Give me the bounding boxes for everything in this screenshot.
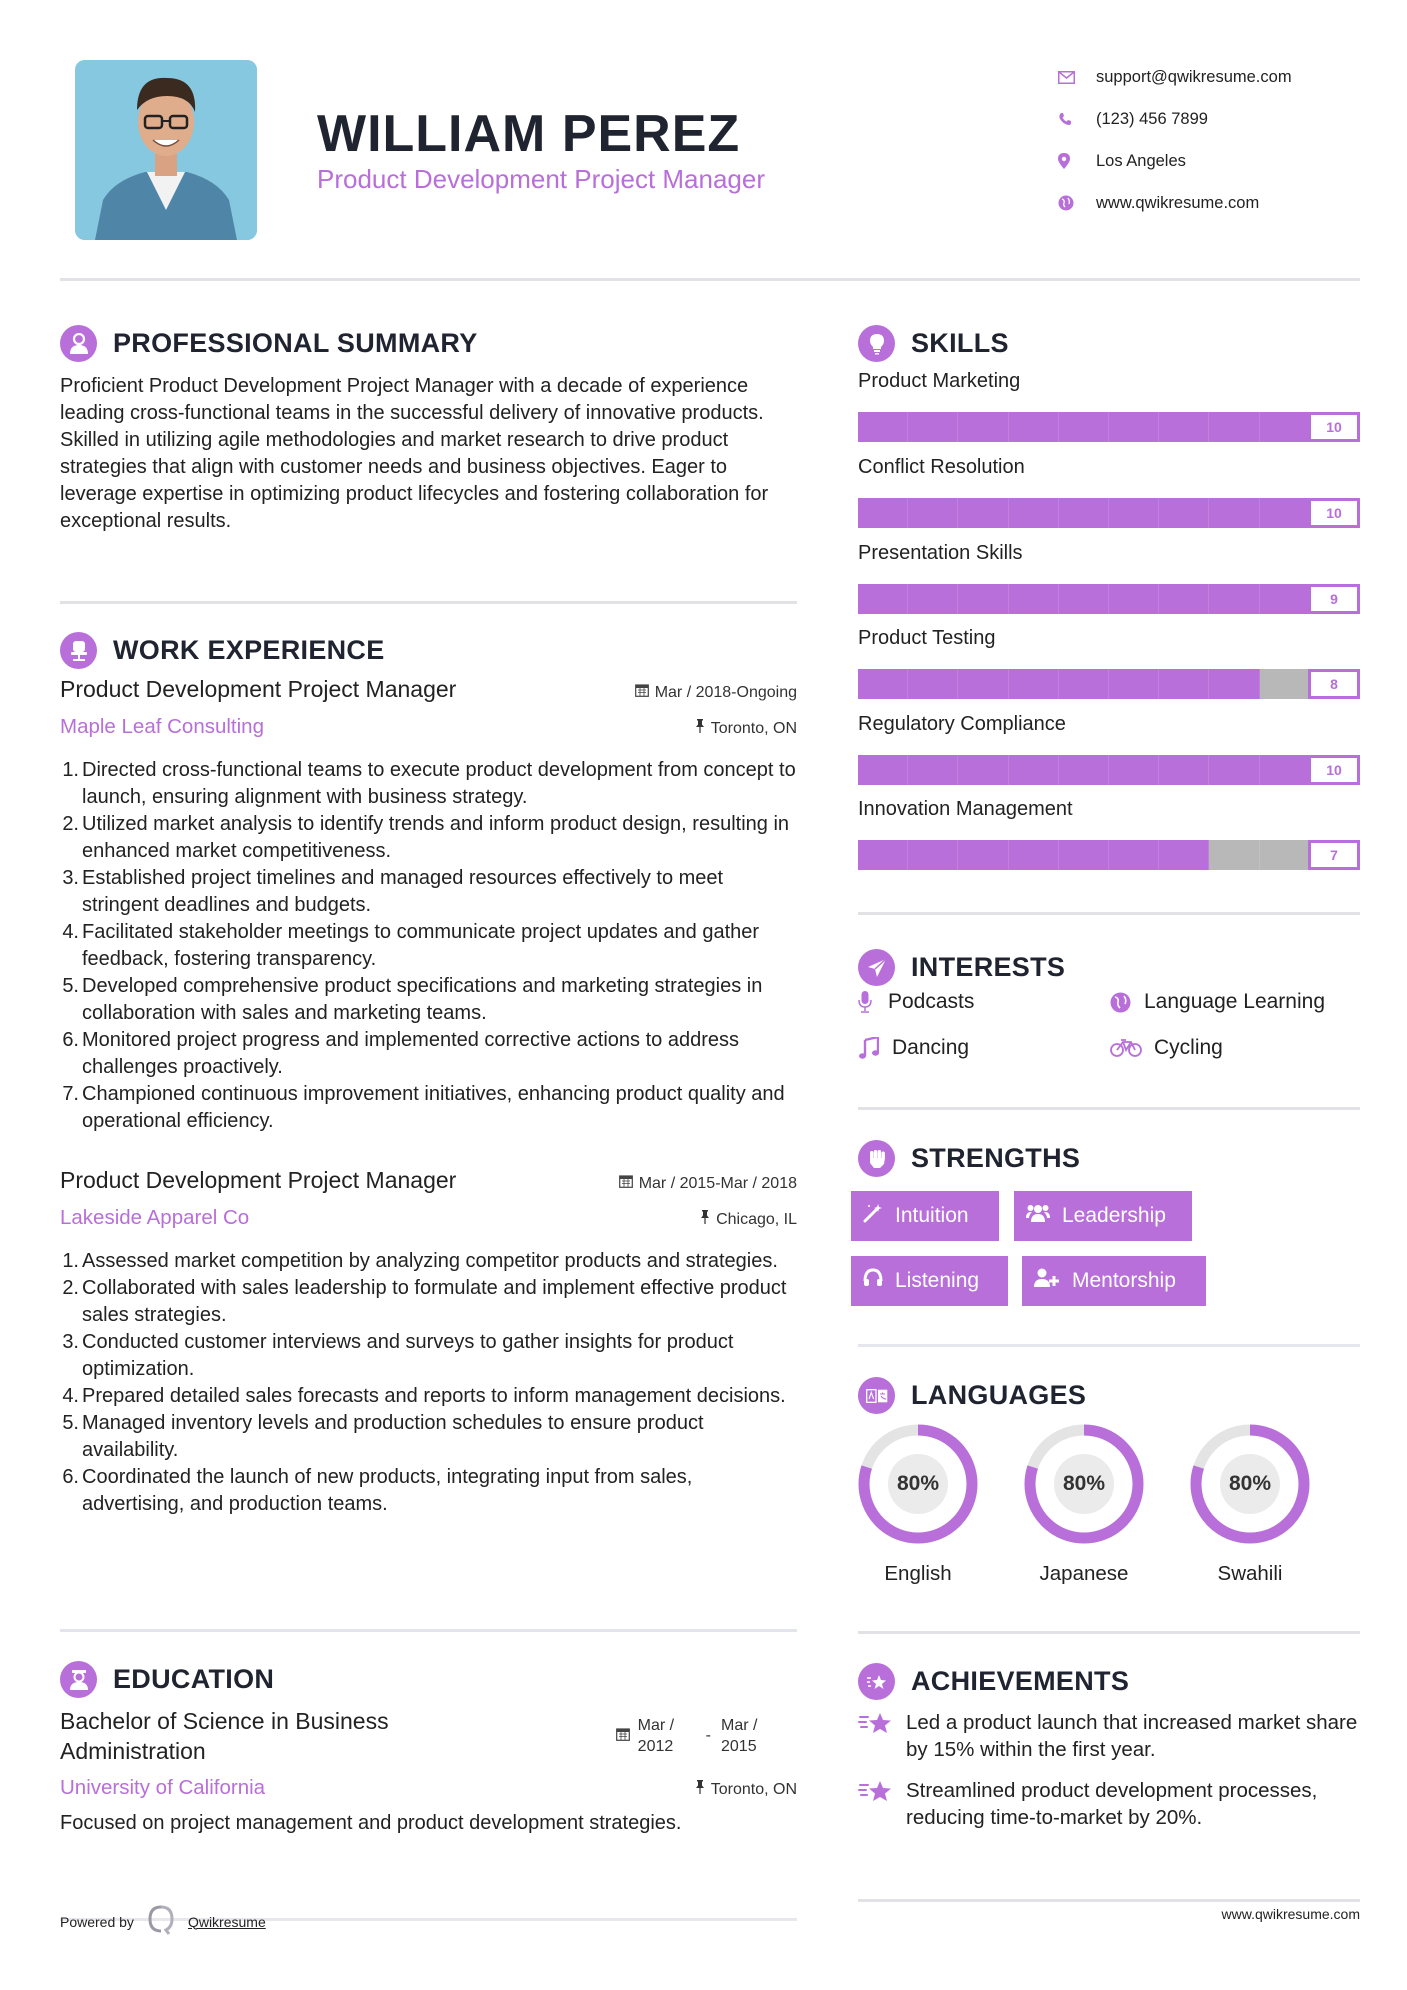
skill-bar-segment	[958, 584, 1008, 614]
skill-score: 7	[1308, 840, 1360, 870]
skill-bar-segment	[1009, 755, 1059, 785]
skill-bar-segment	[1059, 498, 1109, 528]
education-entry	[60, 1706, 797, 1837]
skill-score: 10	[1308, 498, 1360, 528]
skill-label: Conflict Resolution	[858, 456, 1025, 478]
language-item	[1190, 1424, 1310, 1586]
skill-item	[858, 370, 1360, 442]
profile-photo	[75, 60, 257, 240]
education-description: Focused on project management and product development strategies.	[60, 1812, 682, 1834]
strengths-divider	[858, 1344, 1360, 1347]
skill-bar-segment	[1059, 669, 1109, 699]
skill-bar-segment	[958, 498, 1008, 528]
skill-bar-segment	[1209, 669, 1259, 699]
paper-plane-icon	[858, 949, 895, 986]
music-note-icon	[858, 1037, 892, 1059]
skill-bar-segment	[1260, 498, 1310, 528]
skill-bar-segment	[1159, 755, 1209, 785]
languages-divider	[858, 1631, 1360, 1634]
languages-heading: LANGUAGES	[911, 1380, 1087, 1410]
skill-bar-segment	[1059, 840, 1109, 870]
skill-bar-segment	[1109, 840, 1159, 870]
interest-dancing: Dancing	[858, 1036, 969, 1060]
star-medal-icon	[858, 1663, 895, 1700]
skill-item	[858, 456, 1360, 528]
skill-bar-segment	[908, 840, 958, 870]
calendar-icon	[635, 683, 649, 702]
skill-bar-segment	[908, 498, 958, 528]
skill-bar-segment	[1260, 755, 1310, 785]
summary-heading: PROFESSIONAL SUMMARY	[113, 328, 478, 358]
skill-bar-segment	[858, 498, 908, 528]
job-entry	[60, 1167, 797, 1518]
school-name: University of California	[60, 1776, 266, 1799]
phone-icon	[1058, 109, 1088, 129]
skill-bar	[858, 755, 1360, 785]
skill-bar	[858, 840, 1360, 870]
skill-bar-segment	[1009, 840, 1059, 870]
skill-bar-segment	[958, 840, 1008, 870]
contact-email[interactable]: support@qwikresume.com	[1058, 56, 1292, 98]
translate-icon	[858, 1377, 895, 1414]
map-pin-icon	[1058, 151, 1088, 171]
skill-bar	[858, 412, 1360, 442]
education-date: Mar / 2012 - Mar / 2015	[616, 1706, 767, 1766]
skill-item	[858, 798, 1360, 870]
skill-bar-segment	[1209, 755, 1259, 785]
language-name: Japanese	[1039, 1562, 1129, 1585]
language-percent: 80%	[1220, 1454, 1280, 1514]
experience-heading: WORK EXPERIENCE	[113, 635, 385, 665]
list-item: 4. Facilitated stakeholder meetings to communicate project updates and gather feedback, fostering transparency.	[62, 921, 760, 970]
skill-bar-segment	[1159, 840, 1209, 870]
skill-bar-segment	[908, 412, 958, 442]
skill-bar	[858, 498, 1360, 528]
skill-score: 10	[1308, 412, 1360, 442]
contact-phone[interactable]: (123) 456 7899	[1058, 98, 1292, 140]
raised-fist-icon	[858, 1140, 895, 1177]
list-item: 1. Directed cross-functional teams to execute product development from concept to launch, ensuring alignment with business strategy.	[62, 759, 796, 808]
bicycle-icon	[1110, 1039, 1154, 1057]
skill-bar	[858, 669, 1360, 699]
skill-item	[858, 713, 1360, 785]
skill-bar-segment	[858, 840, 908, 870]
list-item: 4. Prepared detailed sales forecasts and reports to inform management decisions.	[62, 1385, 786, 1407]
skill-bar-segment	[1059, 412, 1109, 442]
footer-website-link[interactable]: www.qwikresume.com	[1221, 1906, 1360, 1922]
experience-divider	[60, 1629, 797, 1632]
skill-score: 8	[1308, 669, 1360, 699]
achievement-item: Streamlined product development processes, reducing time-to-market by 20%.	[858, 1777, 1360, 1831]
contact-list	[1058, 56, 1292, 224]
pushpin-icon	[695, 1780, 705, 1799]
summary-text: Proficient Product Development Project Manager with a decade of experience leading cross-functional teams in the successful delivery of innovative products. Skilled in utilizing agile methodologies and market research to drive product strategies that align with customer needs and business objectives. Eager to leverage expertise in optimizing product lifecycles and fostering collaboration for exceptional results.	[60, 375, 769, 532]
globe-icon	[1058, 193, 1088, 213]
skill-score: 9	[1308, 584, 1360, 614]
job-title: Product Development Project Manager	[60, 1167, 457, 1193]
strengths-heading: STRENGTHS	[911, 1143, 1081, 1173]
users-icon	[1026, 1203, 1050, 1229]
skill-bar-segment	[908, 584, 958, 614]
list-item: 2. Collaborated with sales leadership to formulate and implement effective product sales strategies.	[62, 1277, 787, 1326]
skill-label: Regulatory Compliance	[858, 713, 1066, 735]
strengths-section-header	[858, 1140, 1080, 1177]
skill-bar-segment	[858, 755, 908, 785]
strength-chip-listening: Listening	[851, 1256, 1008, 1306]
job-date: Mar / 2015-Mar / 2018	[619, 1174, 797, 1193]
skill-bar-segment	[958, 669, 1008, 699]
skills-section-header	[858, 325, 1009, 362]
languages-section-header	[858, 1377, 1086, 1414]
skill-bar-segment	[1260, 412, 1310, 442]
list-item: 5. Managed inventory levels and production schedules to ensure product availability.	[62, 1412, 704, 1461]
language-name: Swahili	[1217, 1562, 1283, 1585]
list-item: 6. Monitored project progress and implemented corrective actions to address challenges proactively.	[62, 1029, 739, 1078]
list-item: 3. Established project timelines and managed resources effectively to meet stringent deadlines and budgets.	[62, 867, 724, 916]
header-divider	[60, 278, 1360, 281]
list-item: 2. Utilized market analysis to identify trends and inform product design, resulting in enhanced market competitiveness.	[62, 813, 790, 862]
strength-chip-intuition: Intuition	[851, 1191, 999, 1241]
skill-bar-segment	[1059, 584, 1109, 614]
skill-bar-segment	[1209, 840, 1259, 870]
skill-bar-segment	[1109, 584, 1159, 614]
user-plus-icon	[1034, 1268, 1060, 1294]
skill-item	[858, 627, 1360, 699]
skill-bar-segment	[1159, 498, 1209, 528]
skill-bar-segment	[1260, 584, 1310, 614]
achievements-heading: ACHIEVEMENTS	[911, 1666, 1130, 1696]
shooting-star-icon	[858, 1709, 906, 1763]
list-item: 3. Conducted customer interviews and surveys to gather insights for product optimization.	[62, 1331, 734, 1380]
calendar-icon	[619, 1174, 633, 1193]
summary-divider	[60, 601, 797, 604]
envelope-icon	[1058, 67, 1088, 87]
job-title: Product Development Project Manager	[60, 676, 457, 702]
skill-bar-segment	[1109, 412, 1159, 442]
contact-website[interactable]: www.qwikresume.com	[1058, 182, 1292, 224]
skill-label: Product Marketing	[858, 370, 1021, 392]
candidate-title: Product Development Project Manager	[317, 164, 766, 194]
job-entry	[60, 676, 797, 1135]
skill-label: Innovation Management	[858, 798, 1073, 820]
job-company: Lakeside Apparel Co	[60, 1206, 250, 1229]
achievements-divider	[858, 1899, 1360, 1902]
job-responsibilities	[60, 1248, 797, 1518]
experience-section-header	[60, 632, 385, 669]
skill-label: Presentation Skills	[858, 542, 1023, 564]
interest-cycling: Cycling	[1110, 1036, 1223, 1060]
skill-bar-segment	[1260, 669, 1310, 699]
skill-bar-segment	[1159, 412, 1209, 442]
degree: Bachelor of Science in Business Administration	[60, 1708, 389, 1764]
language-name: English	[884, 1562, 952, 1585]
achievements-section-header	[858, 1663, 1129, 1700]
interests-divider	[858, 1107, 1360, 1110]
language-item	[1024, 1424, 1144, 1586]
education-section-header	[60, 1661, 274, 1698]
skill-bar-segment	[1009, 669, 1059, 699]
skill-bar-segment	[1209, 584, 1259, 614]
headphones-icon	[863, 1268, 883, 1294]
job-date: Mar / 2018-Ongoing	[635, 683, 797, 702]
office-chair-icon	[60, 632, 97, 669]
skill-bar-segment	[958, 412, 1008, 442]
skill-bar-segment	[1209, 498, 1259, 528]
strength-chip-mentorship: Mentorship	[1022, 1256, 1206, 1306]
skill-bar-segment	[858, 669, 908, 699]
job-company: Maple Leaf Consulting	[60, 715, 264, 738]
skill-bar-segment	[1159, 669, 1209, 699]
user-icon	[60, 325, 97, 362]
language-percent: 80%	[1054, 1454, 1114, 1514]
skills-heading: SKILLS	[911, 328, 1009, 358]
language-percent: 80%	[888, 1454, 948, 1514]
language-item	[858, 1424, 978, 1586]
skill-bar-segment	[1109, 669, 1159, 699]
pushpin-icon	[695, 719, 705, 738]
list-item: 6. Coordinated the launch of new products, integrating input from sales, advertising, and production teams.	[62, 1466, 693, 1515]
skill-bar-segment	[1059, 755, 1109, 785]
skill-label: Product Testing	[858, 627, 996, 649]
list-item: 5. Developed comprehensive product specifications and marketing strategies in collaboration with sales and marketing teams.	[62, 975, 763, 1024]
globe-icon	[1110, 992, 1144, 1013]
skill-bar-segment	[1109, 755, 1159, 785]
calendar-icon	[616, 1727, 630, 1746]
qwikresume-link[interactable]: Qwikresume	[187, 1913, 266, 1930]
powered-by: Powered by Qwikresume	[60, 1905, 266, 1938]
contact-location: Los Angeles	[1058, 140, 1292, 182]
interest-language-learning: Language Learning	[1110, 990, 1325, 1014]
magic-wand-icon	[863, 1203, 883, 1229]
summary-section-header	[60, 325, 478, 362]
language-progress-ring	[1024, 1424, 1144, 1544]
job-location: Chicago, IL	[700, 1210, 797, 1229]
lightbulb-icon	[858, 325, 895, 362]
skill-bar-segment	[1009, 584, 1059, 614]
graduate-icon	[60, 1661, 97, 1698]
skill-bar-segment	[1159, 584, 1209, 614]
education-heading: EDUCATION	[113, 1664, 275, 1694]
job-location: Toronto, ON	[695, 719, 797, 738]
interests-section-header	[858, 949, 1065, 986]
job-responsibilities	[60, 757, 797, 1135]
skill-bar-segment	[1260, 840, 1310, 870]
skill-bar-segment	[908, 669, 958, 699]
language-progress-ring	[858, 1424, 978, 1544]
pushpin-icon	[700, 1210, 710, 1229]
achievement-item: Led a product launch that increased market share by 15% within the first year.	[858, 1709, 1360, 1763]
list-item: 1. Assessed market competition by analyzing competitor products and strategies.	[62, 1250, 778, 1272]
qwikresume-logo-icon	[148, 1905, 174, 1938]
skill-bar-segment	[1109, 498, 1159, 528]
skills-divider	[858, 912, 1360, 915]
shooting-star-icon	[858, 1777, 906, 1831]
interests-heading: INTERESTS	[911, 952, 1066, 982]
skill-bar-segment	[908, 755, 958, 785]
skill-score: 10	[1308, 755, 1360, 785]
skill-bar-segment	[858, 584, 908, 614]
skill-item	[858, 542, 1360, 614]
skill-bar-segment	[1209, 412, 1259, 442]
skill-bar-segment	[858, 412, 908, 442]
strength-chip-leadership: Leadership	[1014, 1191, 1192, 1241]
education-location: Toronto, ON	[695, 1780, 797, 1799]
skill-bar-segment	[1009, 412, 1059, 442]
microphone-icon	[858, 991, 888, 1013]
skill-bar-segment	[1009, 498, 1059, 528]
skill-bar-segment	[958, 755, 1008, 785]
language-progress-ring	[1190, 1424, 1310, 1544]
list-item: 7. Championed continuous improvement initiatives, enhancing product quality and operational efficiency.	[62, 1083, 785, 1132]
interest-podcasts: Podcasts	[858, 990, 974, 1014]
candidate-name: WILLIAM PEREZ	[317, 105, 741, 163]
skill-bar	[858, 584, 1360, 614]
